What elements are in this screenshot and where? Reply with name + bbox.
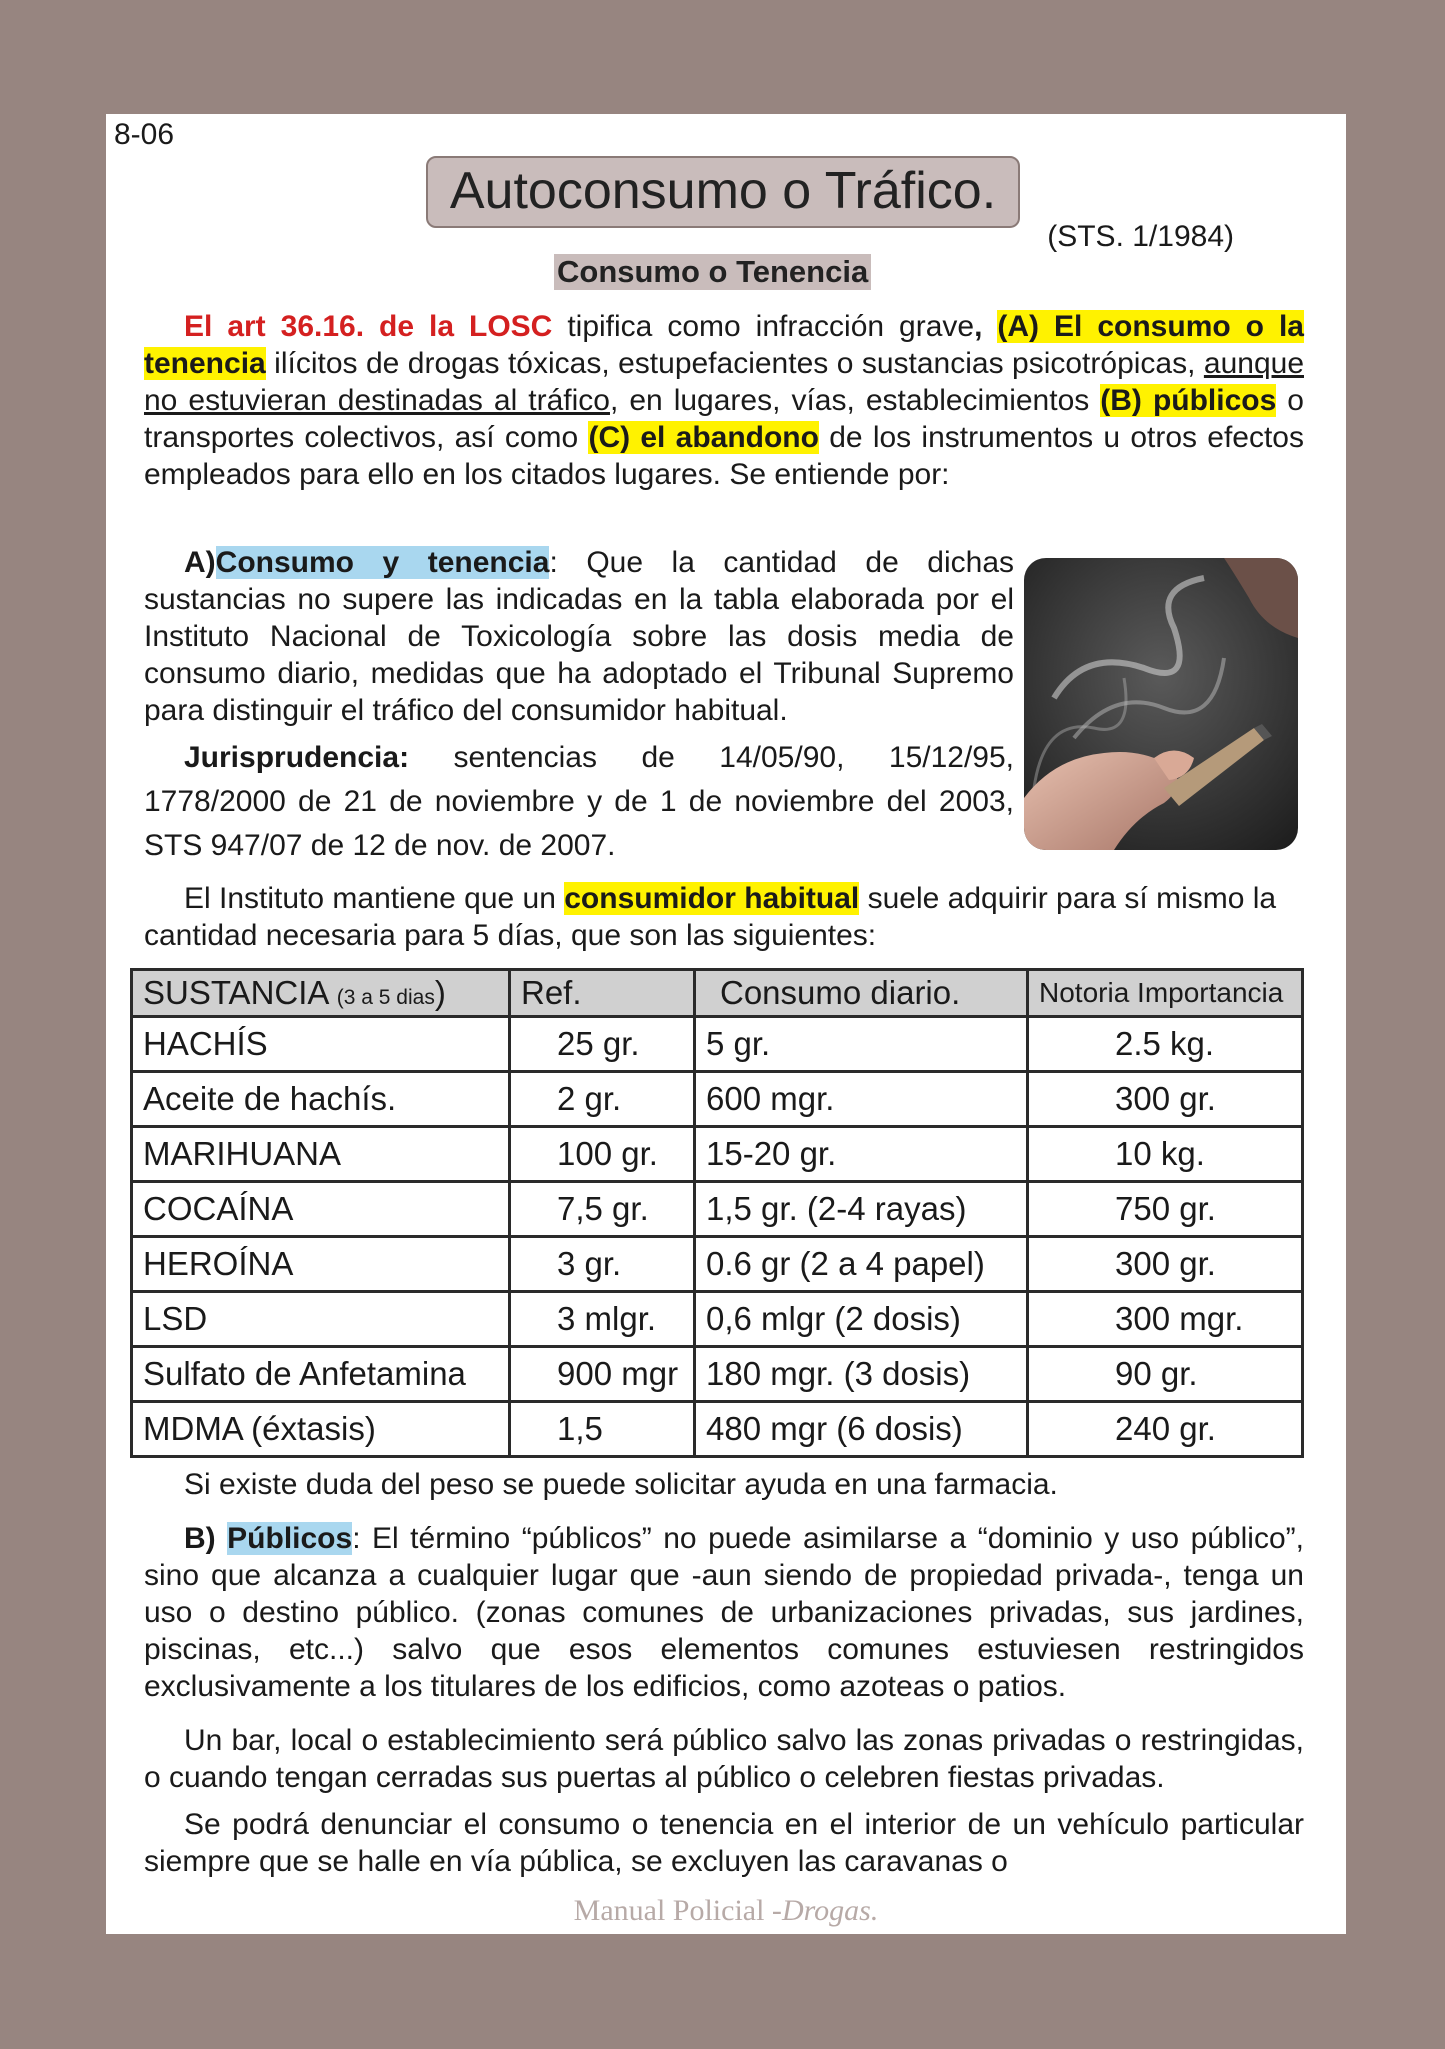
intro-text-1: tipifica como infracción grave xyxy=(552,310,975,343)
jurisprudencia-label: Jurisprudencia: xyxy=(184,741,410,774)
table-row xyxy=(132,1072,1303,1127)
table-row xyxy=(132,1402,1303,1457)
table-row xyxy=(132,1237,1303,1292)
footer xyxy=(106,1894,1346,1928)
section-subtitle: Consumo o Tenencia xyxy=(554,254,871,290)
bar-paragraph: Un bar, local o establecimiento será público salvo las zonas privadas o restringidas, o cuando tengan cerradas sus puertas al público o celebren fiestas privadas. xyxy=(144,1724,1304,1794)
table-row xyxy=(132,1017,1303,1072)
cell-ref: 25 gr. xyxy=(510,1017,695,1072)
cell-ref: 3 gr. xyxy=(510,1237,695,1292)
instituto-highlight: consumidor habitual xyxy=(564,882,860,915)
header-sustancia xyxy=(132,970,510,1017)
cell-ref: 100 gr. xyxy=(510,1127,695,1182)
header-consumo: Consumo diario. xyxy=(695,970,1028,1017)
cell-sustancia: HEROÍNA xyxy=(132,1237,510,1292)
cell-notoria: 90 gr. xyxy=(1028,1347,1303,1402)
intro-text-5: de los instrumentos u otros efectos empleados para ello en los citados lugares. Se entiende por: xyxy=(144,421,1304,491)
highlight-b: (B) públicos xyxy=(1100,384,1277,417)
underlined-phrase: aunque no estuvieran destinadas al tráfico xyxy=(144,347,1304,417)
cell-notoria: 240 gr. xyxy=(1028,1402,1303,1457)
intro-text-4: o transportes colectivos, así como xyxy=(144,384,1304,454)
article-reference: El art 36.16. de la LOSC xyxy=(184,310,553,343)
cell-consumo: 15-20 gr. xyxy=(695,1127,1028,1182)
cell-notoria: 2.5 kg. xyxy=(1028,1017,1303,1072)
cell-ref: 2 gr. xyxy=(510,1072,695,1127)
header-ref: Ref. xyxy=(510,970,695,1017)
cell-sustancia: MARIHUANA xyxy=(132,1127,510,1182)
section-a-prefix: A) xyxy=(184,546,216,579)
document-page xyxy=(106,114,1346,1934)
cell-consumo: 480 mgr (6 dosis) xyxy=(695,1402,1028,1457)
duda-note: Si existe duda del peso se puede solicitar ayuda en una farmacia. xyxy=(184,1468,1058,1501)
table-row xyxy=(132,1292,1303,1347)
page-title: Autoconsumo o Tráfico. xyxy=(426,156,1020,228)
intro-paragraph xyxy=(144,308,1304,493)
cell-sustancia: MDMA (éxtasis) xyxy=(132,1402,510,1457)
section-b-prefix: B) xyxy=(184,1522,228,1555)
header-sustancia-note: (3 a 5 dias xyxy=(336,986,435,1009)
jurisprudencia-text: sentencias de 14/05/90, 15/12/95, 1778/2000 de 21 de noviembre y de 1 de noviembre del 2003, STS 947/07 de 12 de nov. de 2007. xyxy=(144,741,1014,862)
highlight-a: (A) El consumo o la tenencia xyxy=(144,310,1304,380)
cell-notoria: 300 gr. xyxy=(1028,1237,1303,1292)
intro-comma: , xyxy=(974,310,998,343)
smoking-hand-image xyxy=(1024,558,1298,850)
section-b-text: : El término “públicos” no puede asimilarse a “dominio y uso público”, sino que alcanza a cualquier lugar que -aun siendo de propiedad privada-, tenga un uso o destino público. (zonas comunes de urbanizaciones privadas, sus jardines, piscinas, etc...) salvo que esos elementos comunes estuviesen restringidos exclusivamente a los titulares de los edificios, como azoteas o patios. xyxy=(144,1522,1304,1703)
table-row xyxy=(132,1347,1303,1402)
table-row xyxy=(132,1127,1303,1182)
smoking-hand-photo xyxy=(1024,558,1298,850)
cell-sustancia: LSD xyxy=(132,1292,510,1347)
cell-ref: 3 mlgr. xyxy=(510,1292,695,1347)
section-a-label: Consumo y tenencia xyxy=(215,546,550,579)
cell-sustancia: HACHÍS xyxy=(132,1017,510,1072)
table-header-row xyxy=(132,970,1303,1017)
section-b-label: Públicos xyxy=(227,1522,353,1555)
footer-main: Manual Policial - xyxy=(573,1894,782,1927)
cell-sustancia: Sulfato de Anfetamina xyxy=(132,1347,510,1402)
instituto-paragraph xyxy=(144,880,1304,954)
cell-ref: 900 mgr xyxy=(510,1347,695,1402)
cell-notoria: 300 mgr. xyxy=(1028,1292,1303,1347)
cell-consumo: 180 mgr. (3 dosis) xyxy=(695,1347,1028,1402)
highlight-c: (C) el abandono xyxy=(588,421,819,454)
jurisprudencia-paragraph xyxy=(144,736,1014,868)
section-a-text: : Que la cantidad de dichas sustancias no supere las indicadas en la tabla elaborada por el Instituto Nacional de Toxicología sobre las dosis media de consumo diario, medidas que ha adoptado el Tribunal Supremo para distinguir el tráfico del consumidor habitual. xyxy=(144,546,1014,727)
cell-consumo: 600 mgr. xyxy=(695,1072,1028,1127)
table-row xyxy=(132,1182,1303,1237)
cell-notoria: 10 kg. xyxy=(1028,1127,1303,1182)
section-a-paragraph xyxy=(144,544,1014,729)
cell-notoria: 300 gr. xyxy=(1028,1072,1303,1127)
header-sustancia-label: SUSTANCIA xyxy=(143,974,328,1011)
reference-citation: (STS. 1/1984) xyxy=(1047,220,1234,253)
intro-text-3: , en lugares, vías, establecimientos xyxy=(609,384,1101,417)
instituto-text-1: El Instituto mantiene que un xyxy=(184,882,565,915)
cell-ref: 7,5 gr. xyxy=(510,1182,695,1237)
cell-consumo: 0.6 gr (2 a 4 papel) xyxy=(695,1237,1028,1292)
header-sustancia-close: ) xyxy=(434,974,446,1011)
footer-italic: Drogas. xyxy=(781,1894,879,1927)
cell-consumo: 1,5 gr. (2-4 rayas) xyxy=(695,1182,1028,1237)
cell-sustancia: COCAÍNA xyxy=(132,1182,510,1237)
cell-notoria: 750 gr. xyxy=(1028,1182,1303,1237)
page-number: 8-06 xyxy=(114,118,175,151)
section-b-paragraph xyxy=(144,1520,1304,1705)
cell-consumo: 5 gr. xyxy=(695,1017,1028,1072)
drug-dosage-table xyxy=(130,968,1304,1458)
header-notoria: Notoria Importancia xyxy=(1028,970,1303,1017)
intro-text-2: ilícitos de drogas tóxicas, estupefacientes o sustancias psicotrópicas, xyxy=(265,347,1204,380)
vehiculo-paragraph: Se podrá denunciar el consumo o tenencia en el interior de un vehículo particular siempre que se halle en vía pública, se excluyen las caravanas o xyxy=(144,1808,1304,1878)
instituto-text-2: suele adquirir para sí mismo la cantidad necesaria para 5 días, que son las siguientes: xyxy=(144,882,1277,952)
cell-ref: 1,5 xyxy=(510,1402,695,1457)
cell-sustancia: Aceite de hachís. xyxy=(132,1072,510,1127)
cell-consumo: 0,6 mlgr (2 dosis) xyxy=(695,1292,1028,1347)
